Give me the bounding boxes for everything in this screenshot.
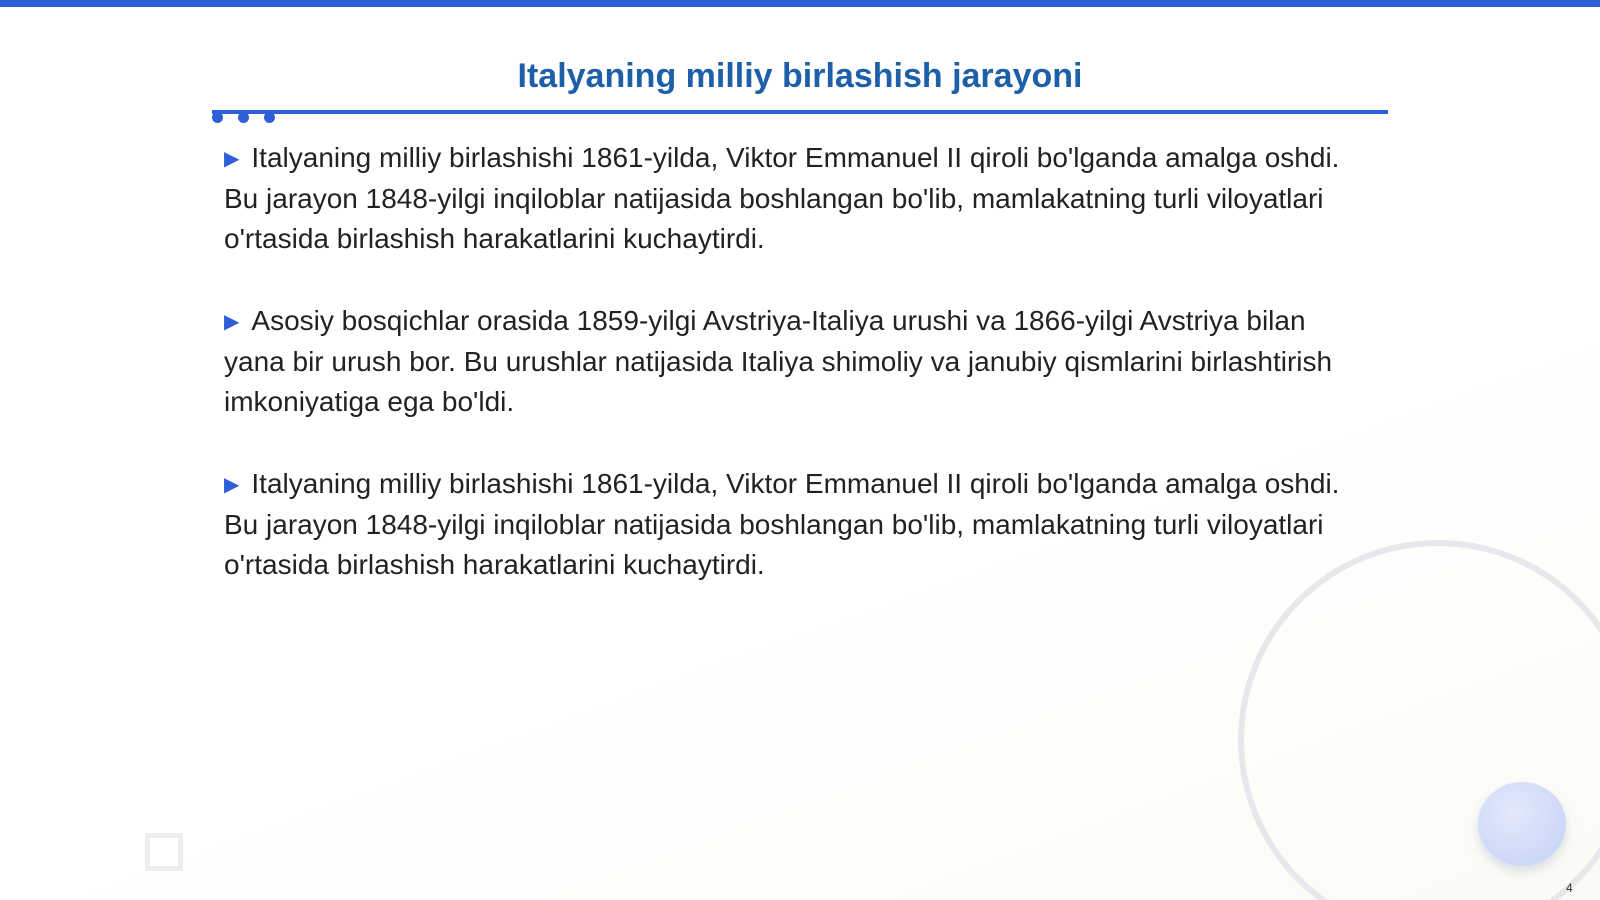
dot-icon [238, 112, 249, 123]
bullet-text: Italyaning milliy birlashishi 1861-yilda, Viktor Emmanuel II qiroli bo'lganda amalga oshdi. Bu jarayon 1848-yilgi inqiloblar natijasida boshlangan bo'lib, mamlakatning turli viloyatlari o'rtasida birlashish harakatlarini kuchaytirdi. [224, 468, 1340, 580]
bullet-text: Italyaning milliy birlashishi 1861-yilda, Viktor Emmanuel II qiroli bo'lganda amalga oshdi. Bu jarayon 1848-yilgi inqiloblar natijasida boshlangan bo'lib, mamlakatning turli viloyatlari o'rtasida birlashish harakatlarini kuchaytirdi. [224, 142, 1340, 254]
page-number: 4 [1566, 881, 1573, 895]
bullet-item [224, 301, 1374, 422]
bullet-item [224, 138, 1374, 259]
decorative-square [145, 833, 183, 871]
bullet-item [224, 464, 1374, 585]
triangle-bullet-icon: ▶ [224, 474, 240, 496]
triangle-bullet-icon: ▶ [224, 148, 240, 170]
triangle-bullet-icon: ▶ [224, 311, 240, 333]
bullet-list [224, 138, 1374, 627]
title-dots [212, 112, 275, 124]
top-accent-bar [0, 0, 1600, 7]
bullet-text: Asosiy bosqichlar orasida 1859-yilgi Avstriya-Italiya urushi va 1866-yilgi Avstriya bilan yana bir urush bor. Bu urushlar natijasida Italiya shimoliy va janubiy qismlarini birlashtirish imkoniyatiga ega bo'ldi. [224, 305, 1333, 417]
decorative-circle [1478, 782, 1566, 866]
dot-icon [212, 112, 223, 123]
dot-icon [264, 112, 275, 123]
title-underline [212, 110, 1388, 114]
slide-title: Italyaning milliy birlashish jarayoni [517, 57, 1083, 95]
